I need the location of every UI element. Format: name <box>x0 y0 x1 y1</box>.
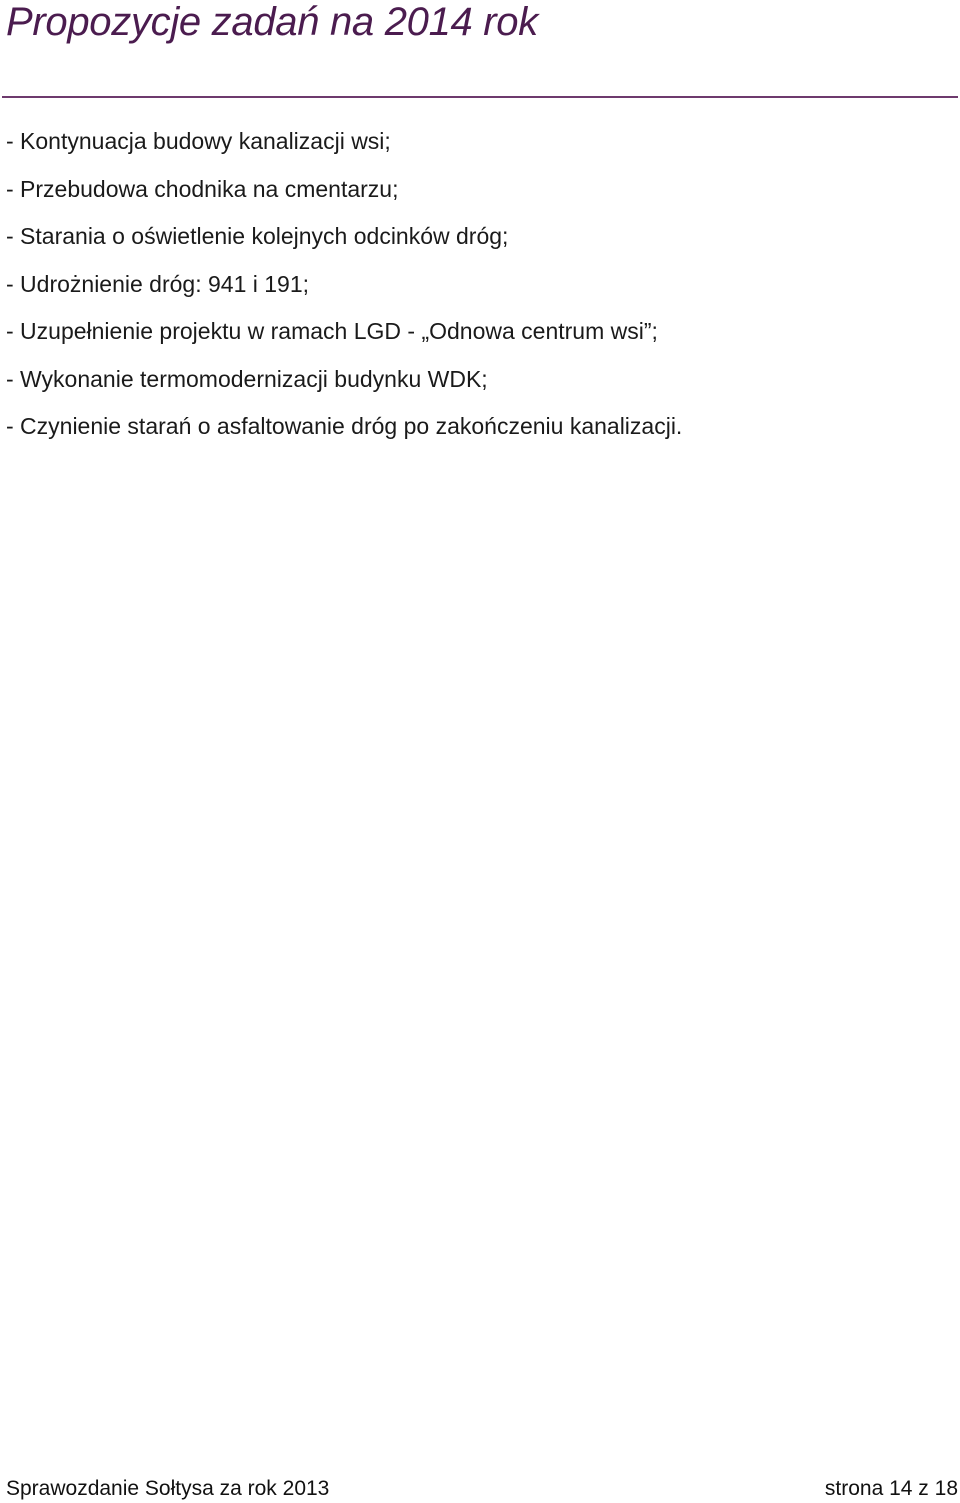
list-item: - Czynienie starań o asfaltowanie dróg po zakończeniu kanalizacji. <box>6 413 683 439</box>
list-item: - Przebudowa chodnika na cmentarzu; <box>6 175 399 202</box>
task-list <box>6 118 682 451</box>
title-divider <box>2 96 958 98</box>
list-item: - Starania o oświetlenie kolejnych odcinków dróg; <box>6 223 509 249</box>
footer-page-number: strona 14 z 18 <box>824 1477 958 1500</box>
footer-document-name: Sprawozdanie Sołtysa za rok 2013 <box>6 1477 330 1500</box>
list-item: - Wykonanie termomodernizacji budynku WDK; <box>6 365 488 392</box>
list-item: - Kontynuacja budowy kanalizacji wsi; <box>6 128 391 154</box>
list-item: - Uzupełnienie projektu w ramach LGD - „Odnowa centrum wsi”; <box>6 318 658 344</box>
page-title: Propozycje zadań na 2014 rok <box>6 0 538 44</box>
list-item: - Udrożnienie dróg: 941 i 191; <box>6 270 310 297</box>
